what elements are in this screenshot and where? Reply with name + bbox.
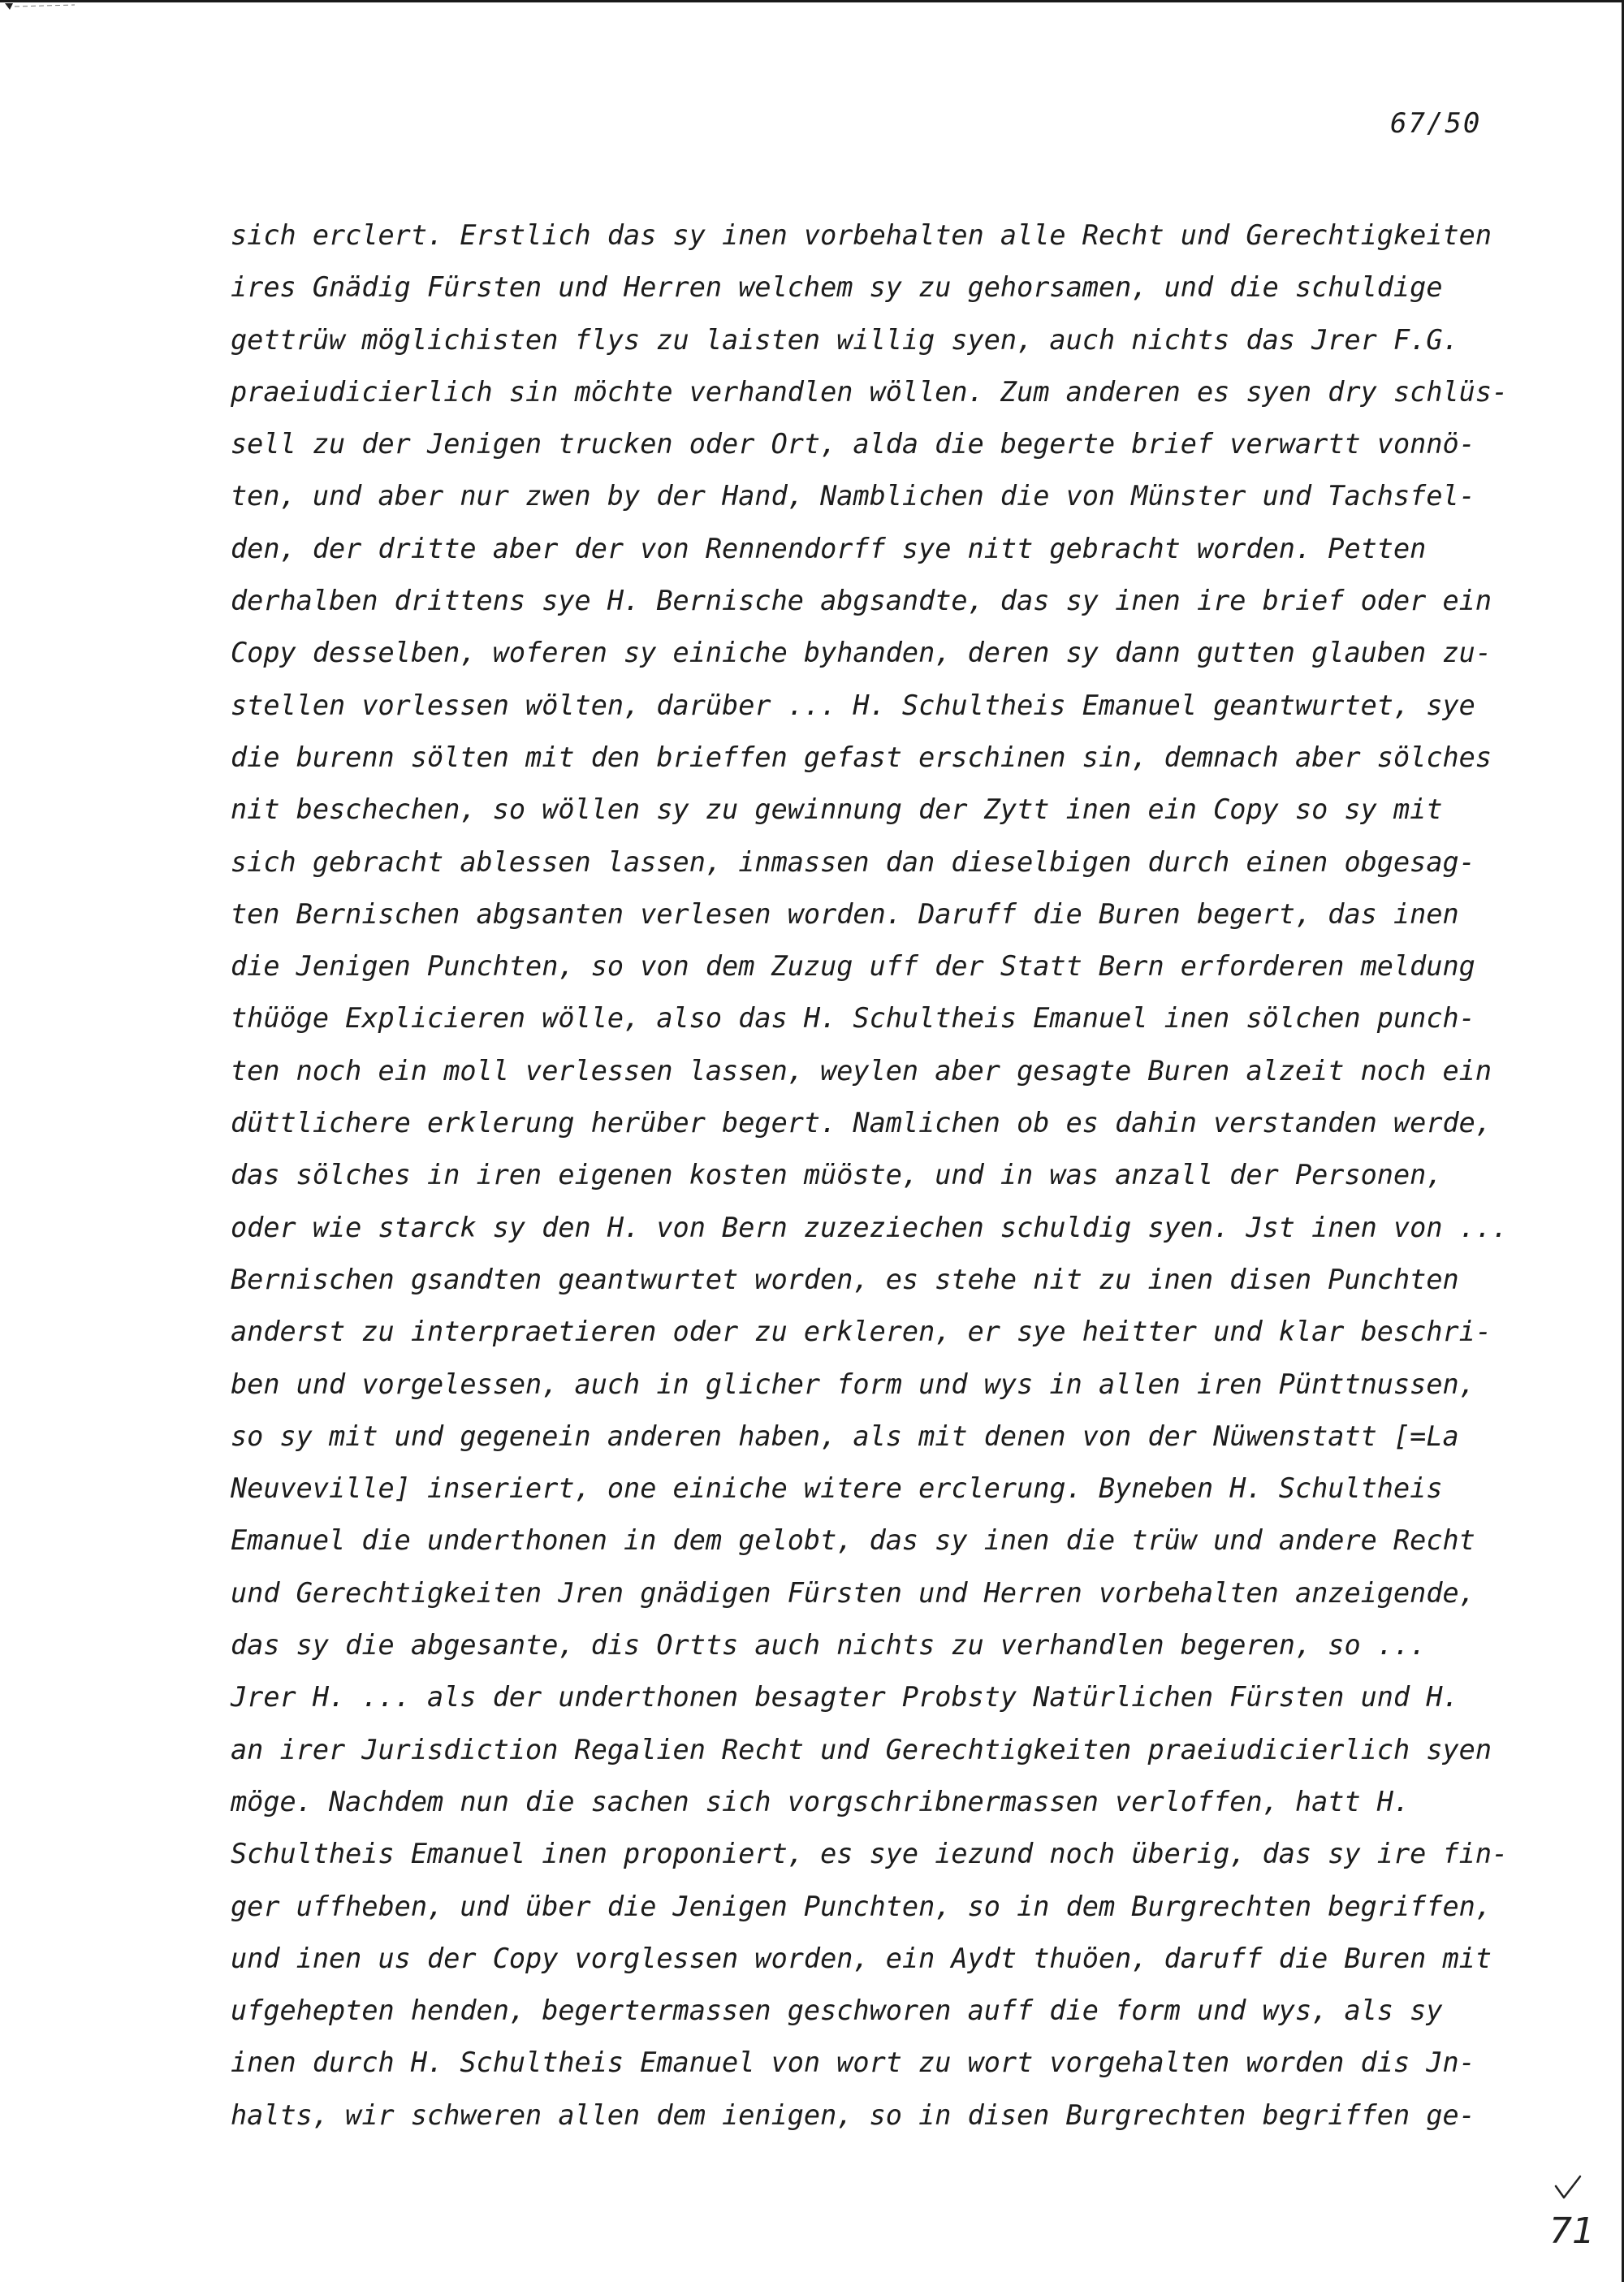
text-line: düttlichere erklerung herüber begert. Namlichen ob es dahin verstanden werde, <box>231 1107 1492 1139</box>
text-line: so sy mit und gegenein anderen haben, als mit denen von der Nüwenstatt [=La <box>231 1420 1459 1452</box>
text-line: ger uffheben, und über die Jenigen Punchten, so in dem Burgrechten begriffen, <box>231 1890 1492 1922</box>
text-line: ben und vorgelessen, auch in glicher form und wys in allen iren Pünttnussen, <box>231 1368 1475 1400</box>
text-line: nit beschechen, so wöllen sy zu gewinnung der Zytt inen ein Copy so sy mit <box>231 793 1443 826</box>
text-line: ten noch ein moll verlessen lassen, weylen aber gesagte Buren alzeit noch ein <box>231 1054 1492 1087</box>
text-line: ires Gnädig Fürsten und Herren welchem sy zu gehorsamen, und die schuldige <box>231 271 1443 304</box>
text-line: ten Bernischen abgsanten verlesen worden. Daruff die Buren begert, das inen <box>231 897 1459 930</box>
text-line: den, der dritte aber der von Rennendorff sye nitt gebracht worden. Petten <box>231 532 1427 564</box>
text-line: Schultheis Emanuel inen proponiert, es sye iezund noch überig, das sy ire fin- <box>231 1838 1509 1870</box>
scan-border-top <box>0 0 1624 2</box>
text-line: halts, wir schweren allen dem ienigen, so in disen Burgrechten begriffen ge- <box>231 2098 1475 2131</box>
text-line: Emanuel die underthonen in dem gelobt, das sy inen die trüw und andere Recht <box>231 1524 1475 1557</box>
text-line: das sölches in iren eigenen kosten müöste, und in was anzall der Personen, <box>231 1159 1443 1191</box>
text-line: Bernischen gsandten geantwurtet worden, es stehe nit zu inen disen Punchten <box>231 1263 1459 1295</box>
text-line: und inen us der Copy vorglessen worden, ein Aydt thuöen, daruff die Buren mit <box>231 1942 1492 1974</box>
text-line: Jrer H. ... als der underthonen besagter Probsty Natürlichen Fürsten und H. <box>231 1681 1459 1714</box>
text-line: oder wie starck sy den H. von Bern zuzeziechen schuldig syen. Jst inen von ... <box>231 1211 1509 1243</box>
text-line: ten, und aber nur zwen by der Hand, Namblichen die von Münster und Tachsfel- <box>231 480 1475 512</box>
text-line: sich gebracht ablessen lassen, inmassen dan dieselbigen durch einen obgesag- <box>231 845 1475 878</box>
text-line: ufgehepten henden, begertermassen geschworen auff die form und wys, als sy <box>231 1995 1443 2027</box>
text-line: Neuveville] inseriert, one einiche witere erclerung. Byneben H. Schultheis <box>231 1472 1443 1505</box>
scan-corner-mark <box>3 2 76 13</box>
text-line: stellen vorlessen wölten, darüber ... H. Schultheis Emanuel geantwurtet, sye <box>231 689 1475 721</box>
text-line: und Gerechtigkeiten Jren gnädigen Fürsten und Herren vorbehalten anzeigende, <box>231 1576 1475 1609</box>
text-line: sich erclert. Erstlich das sy inen vorbehalten alle Recht und Gerechtigkeiten <box>231 219 1492 251</box>
text-line: thüöge Explicieren wölle, also das H. Schultheis Emanuel inen sölchen punch- <box>231 1002 1475 1035</box>
text-line: anderst zu interpraetieren oder zu erkleren, er sye heitter und klar beschri- <box>231 1316 1492 1348</box>
text-line: möge. Nachdem nun die sachen sich vorgschribnermassen verloffen, hatt H. <box>231 1785 1410 1817</box>
text-line: derhalben drittens sye H. Bernische abgsandte, das sy inen ire brief oder ein <box>231 585 1492 617</box>
text-line: das sy die abgesante, dis Ortts auch nichts zu verhandlen begeren, so ... <box>231 1629 1427 1662</box>
check-mark-icon <box>1551 2173 1583 2206</box>
document-body-text <box>231 210 1530 2142</box>
text-line: die burenn sölten mit den brieffen gefast erschinen sin, demnach aber sölches <box>231 741 1492 773</box>
handwritten-folio-number: 71 <box>1549 2211 1595 2252</box>
text-line: praeiudicierlich sin möchte verhandlen wöllen. Zum anderen es syen dry schlüs- <box>231 375 1509 408</box>
page-number: 67/50 <box>1390 107 1482 140</box>
text-line: die Jenigen Punchten, so von dem Zuzug uff der Statt Bern erforderen meldung <box>231 950 1475 983</box>
text-line: sell zu der Jenigen trucken oder Ort, alda die begerte brief verwartt vonnö- <box>231 428 1475 460</box>
text-line: Copy desselben, woferen sy einiche byhanden, deren sy dann gutten glauben zu- <box>231 637 1492 669</box>
text-line: gettrüw möglichisten flys zu laisten willig syen, auch nichts das Jrer F.G. <box>231 323 1459 356</box>
text-line: inen durch H. Schultheis Emanuel von wort zu wort vorgehalten worden dis Jn- <box>231 2046 1475 2079</box>
text-line: an irer Jurisdiction Regalien Recht und Gerechtigkeiten praeiudicierlich syen <box>231 1733 1492 1766</box>
